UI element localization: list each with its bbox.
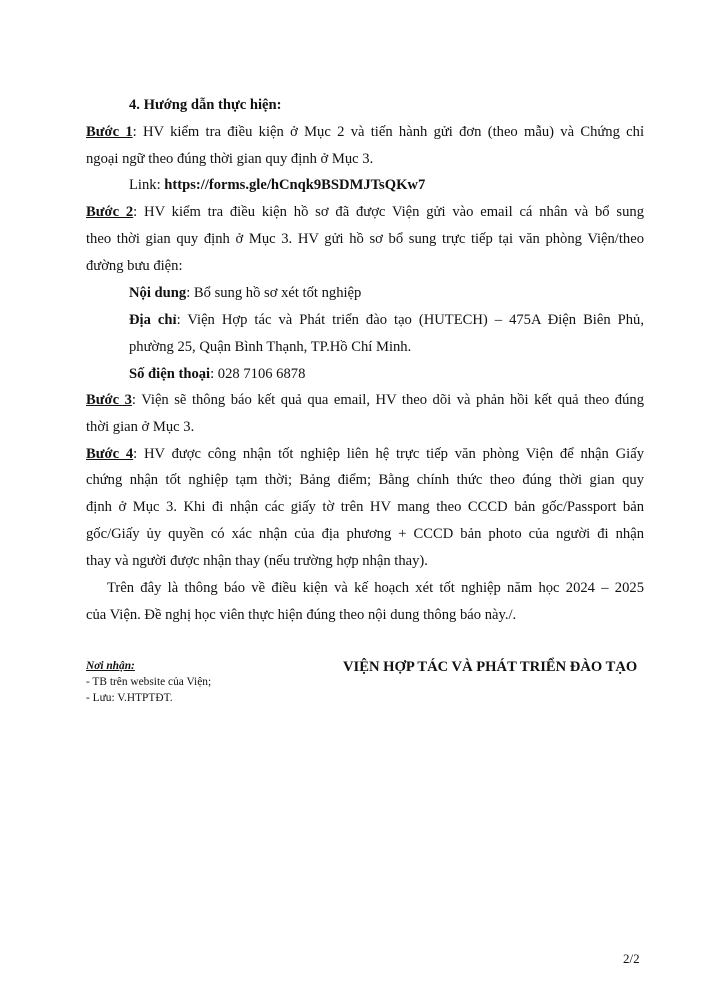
recipient-item: - TB trên website của Viện;: [86, 676, 212, 688]
step2-address-line2: phường 25, Quận Bình Thạnh, TP.Hồ Chí Minh.: [129, 339, 412, 355]
step2-label: Bước 2: [86, 204, 134, 220]
step2-content: [129, 283, 361, 303]
recipients-heading: Nơi nhận:: [86, 660, 135, 672]
form-link[interactable]: https://forms.gle/hCnqk9BSDMJTsQKw7: [164, 177, 426, 193]
phone-value: : 028 7106 6878: [210, 366, 306, 382]
address-value: : Viện Hợp tác và Phát triển đào tạo (HUTECH) – 475A Điện Biên Phủ,: [176, 312, 645, 328]
address-label: Địa chỉ: [129, 312, 177, 328]
step2-text: : HV kiểm tra điều kiện hồ sơ đã được Viện gửi vào email cá nhân và bổ sung: [133, 204, 644, 220]
step2-line3: đường bưu điện:: [86, 258, 183, 274]
step1-line2: ngoại ngữ theo đúng thời gian quy định ở Mục 3.: [86, 151, 374, 167]
step4-line1: [86, 444, 644, 464]
step4-line5: thay và người được nhận thay (nếu trường hợp nhận thay).: [86, 553, 428, 569]
recipient-item: - Lưu: V.HTPTĐT.: [86, 692, 173, 704]
step1-text: : HV kiểm tra điều kiện ở Mục 2 và tiến hành gửi đơn (theo mẫu) và Chứng chỉ: [132, 124, 644, 140]
step3-text: : Viện sẽ thông báo kết quả qua email, HV theo dõi và phản hồi kết quả theo đúng: [131, 392, 644, 408]
step4-line2: chứng nhận tốt nghiệp tạm thời; Bảng điểm; Bằng chính thức theo đúng thời gian quy: [86, 472, 644, 488]
step4-text: : HV được công nhận tốt nghiệp liên hệ trực tiếp văn phòng Viện để nhận Giấy: [133, 446, 644, 462]
step1-link-row: [129, 175, 425, 195]
step4-line3: định ở Mục 3. Khi đi nhận các giấy tờ trên HV mang theo CCCD bản gốc/Passport bản: [86, 499, 644, 515]
signature-block: VIỆN HỢP TÁC VÀ PHÁT TRIỂN ĐÀO TẠO: [343, 659, 638, 675]
content-value: : Bổ sung hồ sơ xét tốt nghiệp: [186, 285, 362, 301]
step4-label: Bước 4: [86, 446, 134, 462]
content-label: Nội dung: [129, 285, 187, 301]
closing-line1: Trên đây là thông báo về điều kiện và kế hoạch xét tốt nghiệp năm học 2024 – 2025: [107, 580, 644, 596]
step2-line1: [86, 202, 644, 222]
phone-label: Số điện thoại: [129, 366, 211, 382]
step1-line1: [86, 122, 644, 142]
step3-line1: [86, 390, 644, 410]
step1-label: Bước 1: [86, 124, 133, 140]
section-heading: 4. Hướng dẫn thực hiện:: [129, 97, 282, 113]
step4-line4: gốc/Giấy ủy quyền có xác nhận của địa phương + CCCD bản photo của người đi nhận: [86, 526, 644, 542]
page-number: 2/2: [623, 951, 640, 966]
closing-line2: của Viện. Đề nghị học viên thực hiện đúng theo nội dung thông báo này./.: [86, 607, 517, 623]
step3-line2: thời gian ở Mục 3.: [86, 419, 195, 435]
step2-line2: theo thời gian quy định ở Mục 3. HV gửi hồ sơ bổ sung trực tiếp tại văn phòng Viện/theo: [86, 231, 644, 247]
step2-address: [129, 310, 644, 330]
step3-label: Bước 3: [86, 392, 132, 408]
step2-phone: [129, 364, 305, 384]
link-label: Link:: [129, 177, 165, 193]
